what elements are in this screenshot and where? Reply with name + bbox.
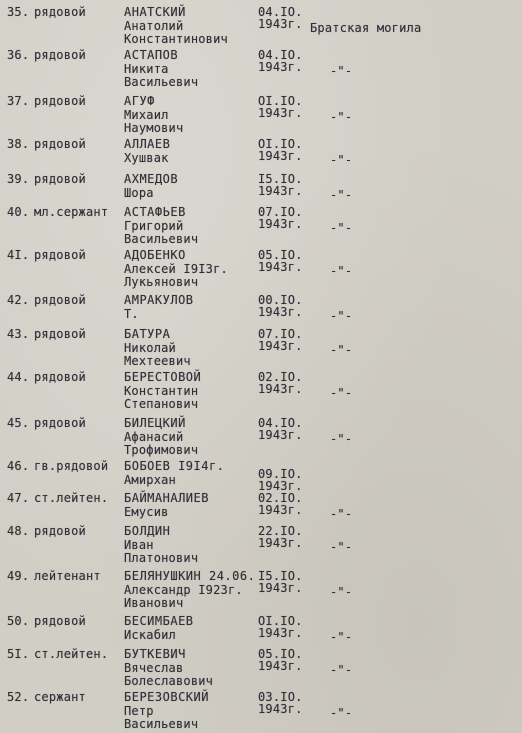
record-surname: БЕРЕСТОВОЙ [124,370,202,384]
record-rank: рядовой [34,248,86,262]
record-name-line: Афанасий [124,429,184,444]
record-date: OI.IO. [258,137,303,151]
record-name-line: Николай [124,340,176,355]
record-number: 50. [7,614,30,628]
record-number: 52. [7,690,30,704]
record-rank: лейтенант [34,569,101,583]
record-name-line: Т. [124,306,139,321]
record-surname: БИЛЕЦКИЙ [124,416,186,430]
record-surname: БЕЛЯНУШКИН 24.06. [124,569,256,583]
record-date: 04.IO. [258,5,303,19]
record-year: 1943г. [258,216,303,231]
record-date: 02.IO. [258,491,303,505]
record-number: 35. [7,5,30,19]
record-rank: рядовой [34,137,86,151]
record-name-line: Шора [124,185,154,200]
record-rank: ст.лейтен. [34,491,109,505]
record-rank: рядовой [34,370,86,384]
record-name-line: Петр [124,703,154,718]
record-name-line: Васильевич [124,717,199,731]
record-surname: БЕРЕЗОВСКИЙ [124,690,209,704]
record-name-line: Искабил [124,627,176,642]
record-name-line: Амирхан [124,472,176,487]
record-note: Братская могила [310,21,422,35]
record-surname: АСТАФЬЕВ [124,205,186,219]
record-rank: рядовой [34,524,86,538]
record-date: 09.IO. [258,467,303,481]
record-surname: БАЙМАНАЛИЕВ [124,491,209,505]
record-surname: БЕСИМБАЕВ [124,614,194,628]
record-name-line: Никита [124,61,169,76]
record-name-line: Емусив [124,504,169,519]
record-rank: мл.сержант [34,205,109,219]
record-number: 45. [7,416,30,430]
record-name-line: Вячеслав [124,660,184,675]
record-name-line: Михаил [124,107,169,122]
record-name-line: Анатолий [124,18,184,33]
record-surname: АСТАПОВ [124,48,179,62]
record-surname: АХМЕДОВ [124,172,179,186]
record-rank: ст.лейтен. [34,647,109,661]
record-date: 07.IO. [258,327,303,341]
record-year: 1943г. [258,338,303,353]
record-year: 1943г. [258,502,303,517]
record-date: 03.IO. [258,690,303,704]
record-year: 1943г. [258,183,303,198]
record-name-line: Константинович [124,32,228,46]
record-ditto-mark: -"- [330,153,353,167]
record-surname: АМРАКУЛОВ [124,293,194,307]
record-name-line: Хушвак [124,150,169,165]
record-name-line: Мехтеевич [124,354,191,368]
record-surname: БАТУРА [124,327,171,341]
record-date: 02.IO. [258,370,303,384]
record-ditto-mark: -"- [330,507,353,521]
record-number: 42. [7,293,30,307]
record-rank: гв.рядовой [34,459,109,473]
record-name-line: Васильевич [124,75,199,89]
record-number: 4I. [7,248,30,262]
record-year: 1943г. [258,427,303,442]
record-year: 1943г. [258,478,303,493]
record-number: 40. [7,205,30,219]
record-name-line: Александр I923г. [124,582,243,597]
record-ditto-mark: -"- [330,188,353,202]
record-number: 44. [7,370,30,384]
record-name-line: Наумович [124,121,184,135]
record-name-line: Степанович [124,397,199,411]
record-surname: БУТКЕВИЧ [124,647,186,661]
record-name-line: Григорий [124,218,184,233]
record-surname: БОБОЕВ I9I4г. [124,459,225,473]
record-number: 37. [7,94,30,108]
record-ditto-mark: -"- [330,432,353,446]
record-number: 47. [7,491,30,505]
record-surname: БОЛДИН [124,524,171,538]
record-rank: рядовой [34,94,86,108]
record-rank: рядовой [34,48,86,62]
record-ditto-mark: -"- [330,221,353,235]
record-date: I5.IO. [258,172,303,186]
record-ditto-mark: -"- [330,663,353,677]
record-rank: рядовой [34,293,86,307]
record-number: 39. [7,172,30,186]
record-number: 46. [7,459,30,473]
record-ditto-mark: -"- [330,110,353,124]
record-year: 1943г. [258,259,303,274]
record-ditto-mark: -"- [330,386,353,400]
record-ditto-mark: -"- [330,264,353,278]
record-number: 48. [7,524,30,538]
record-name-line: Иванович [124,596,184,610]
record-ditto-mark: -"- [330,64,353,78]
record-name-line: Платонович [124,551,199,565]
record-number: 38. [7,137,30,151]
record-year: 1943г. [258,16,303,31]
record-date: OI.IO. [258,94,303,108]
record-number: 49. [7,569,30,583]
record-ditto-mark: -"- [330,630,353,644]
record-ditto-mark: -"- [330,585,353,599]
record-date: 00.IO. [258,293,303,307]
record-surname: АДОБЕНКО [124,248,186,262]
record-year: 1943г. [258,701,303,716]
record-rank: рядовой [34,327,86,341]
record-date: 07.IO. [258,205,303,219]
record-date: 04.IO. [258,48,303,62]
record-year: 1943г. [258,59,303,74]
record-year: 1943г. [258,658,303,673]
record-ditto-mark: -"- [330,706,353,720]
record-surname: АНАТСКИЙ [124,5,186,19]
record-name-line: Иван [124,537,154,552]
record-rank: рядовой [34,172,86,186]
record-surname: АГУФ [124,94,155,108]
record-name-line: Константин [124,383,199,398]
record-date: OI.IO. [258,614,303,628]
record-surname: АЛЛАЕВ [124,137,171,151]
record-name-line: Трофимович [124,443,199,457]
record-ditto-mark: -"- [330,540,353,554]
record-date: I5.IO. [258,569,303,583]
record-ditto-mark: -"- [330,343,353,357]
record-year: 1943г. [258,148,303,163]
record-date: 05.IO. [258,647,303,661]
record-rank: рядовой [34,416,86,430]
record-rank: сержант [34,690,86,704]
record-name-line: Лукьянович [124,275,199,289]
record-date: 22.IO. [258,524,303,538]
record-date: 05.IO. [258,248,303,262]
record-rank: рядовой [34,614,86,628]
record-year: 1943г. [258,535,303,550]
record-date: 04.IO. [258,416,303,430]
record-year: 1943г. [258,304,303,319]
record-number: 36. [7,48,30,62]
record-rank: рядовой [34,5,86,19]
record-name-line: Алексей I9I3г. [124,261,228,276]
record-name-line: Васильевич [124,232,199,246]
record-number: 5I. [7,647,30,661]
record-year: 1943г. [258,105,303,120]
record-number: 43. [7,327,30,341]
record-name-line: Болеславович [124,674,214,688]
record-year: 1943г. [258,580,303,595]
record-year: 1943г. [258,625,303,640]
record-ditto-mark: -"- [330,309,353,323]
record-year: 1943г. [258,381,303,396]
